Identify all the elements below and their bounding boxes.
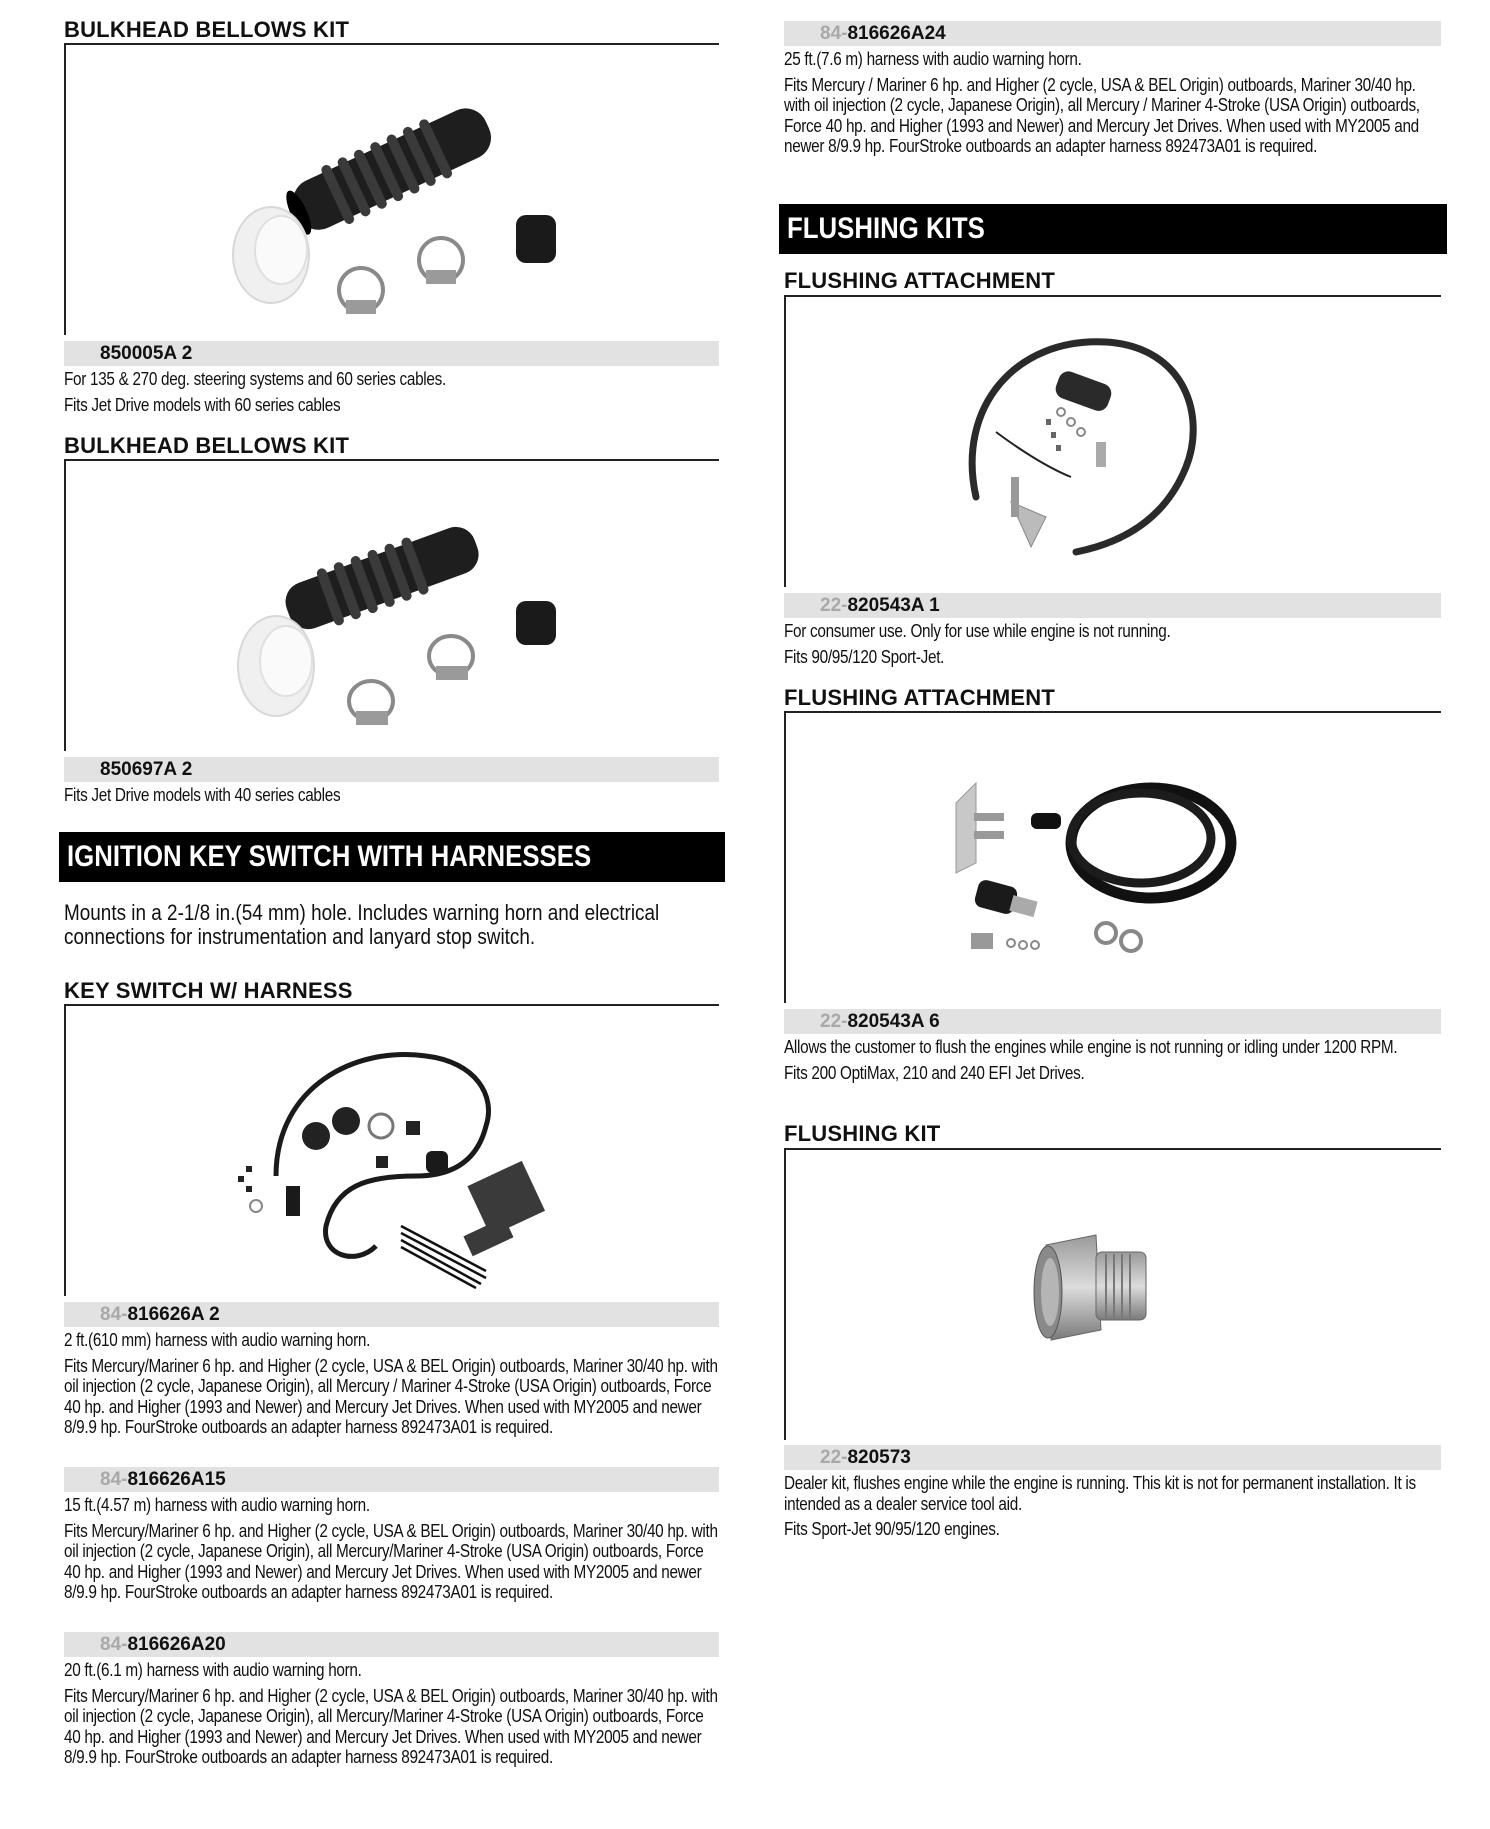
fitment-line: Fits Mercury / Mariner 6 hp. and Higher (2 cycle, USA & BEL Origin) outboards, Mariner 30/40 hp. with oil injection (2 cycle, Japanese Origin), all Mercury / Mariner 4-Stroke (USA Origin) outboards, Force 40 hp. and Higher (1993 and Newer) and Mercury Jet Drives. When used with MY2005 and newer 8/9.9 hp. FourStroke outboards an adapter harness 892473A01 is required. — [784, 74, 1420, 156]
description-line: 25 ft.(7.6 m) harness with audio warning horn. — [784, 49, 1082, 69]
product-title: BULKHEAD BELLOWS KIT — [64, 17, 350, 42]
product-title: FLUSHING ATTACHMENT — [784, 685, 1056, 710]
bulkhead-bellows-image-icon — [226, 506, 556, 736]
flushing-attachment-image-icon — [946, 773, 1276, 963]
part-description — [784, 621, 1441, 667]
fitment-line: Fits 200 OptiMax, 210 and 240 EFI Jet Drives. — [784, 1062, 1085, 1083]
product-title: KEY SWITCH W/ HARNESS — [64, 978, 353, 1003]
part-description — [64, 785, 719, 806]
product-image-bulkhead-bellows-kit — [64, 459, 719, 751]
product-image-flushing-kit — [784, 1148, 1441, 1440]
bulkhead-bellows-image-icon — [226, 100, 556, 320]
product-image-flushing-attachment — [784, 295, 1441, 587]
description-line: 15 ft.(4.57 m) harness with audio warning horn. — [64, 1495, 370, 1515]
part-prefix: 84- — [100, 1634, 128, 1655]
part-number: 850697A 2 — [100, 759, 193, 780]
fitment-line: Fits 90/95/120 Sport-Jet. — [784, 646, 945, 667]
part-number-bar — [64, 1302, 719, 1327]
product-image-flushing-attachment — [784, 711, 1441, 1003]
part-number: 816626A24 — [847, 23, 946, 44]
part-prefix: 84- — [100, 1304, 128, 1325]
part-number: 820543A 1 — [847, 595, 940, 616]
fitment-line: Fits Sport-Jet 90/95/120 engines. — [784, 1519, 1000, 1539]
flushing-kit-fitting-image-icon — [1026, 1230, 1166, 1350]
fitment-line: Fits Jet Drive models with 40 series cables — [64, 785, 341, 805]
product-title: BULKHEAD BELLOWS KIT — [64, 433, 350, 458]
description-line: For 135 & 270 deg. steering systems and 60 series cables. — [64, 369, 446, 389]
part-description — [784, 1037, 1441, 1083]
section-intro-text: Mounts in a 2-1/8 in.(54 mm) hole. Includes warning horn and electrical connections for instrumentation and lanyard stop switch. — [64, 900, 660, 949]
part-description — [784, 1473, 1441, 1540]
section-banner-title: IGNITION KEY SWITCH WITH HARNESSES — [67, 840, 592, 873]
flushing-attachment-image-icon — [956, 327, 1256, 567]
part-prefix: 22- — [820, 1011, 848, 1032]
part-number-bar — [784, 1009, 1441, 1034]
section-banner-title: FLUSHING KITS — [787, 212, 985, 245]
fitment-line: Fits Mercury/Mariner 6 hp. and Higher (2 cycle, USA & BEL Origin) outboards, Mariner 30/40 hp. with oil injection (2 cycle, Japanese Origin), all Mercury/Mariner 4-Stroke (USA Origin) outboards, Force 40 hp. and Higher (1993 and Newer) and Mercury Jet Drives. When used with MY2005 and newer 8/9.9 hp. FourStroke outboards an adapter harness 892473A01 is required. — [64, 1685, 718, 1767]
section-banner-flushing-kits — [779, 204, 1447, 254]
part-description — [64, 1330, 719, 1438]
description-line: 20 ft.(6.1 m) harness with audio warning horn. — [64, 1660, 362, 1680]
section-intro — [64, 901, 719, 949]
part-description — [784, 49, 1441, 157]
fitment-line: Fits Mercury/Mariner 6 hp. and Higher (2 cycle, USA & BEL Origin) outboards, Mariner 30/40 hp. with oil injection (2 cycle, Japanese Origin), all Mercury/Mariner 4-Stroke (USA Origin) outboards, Force 40 hp. and Higher (1993 and Newer) and Mercury Jet Drives. When used with MY2005 and newer 8/9.9 hp. FourStroke outboards an adapter harness 892473A01 is required. — [64, 1520, 718, 1602]
part-number: 816626A20 — [127, 1634, 226, 1655]
part-number: 850005A 2 — [100, 343, 193, 364]
description-line: Allows the customer to flush the engines while engine is not running or idling under 1200 RPM. — [784, 1037, 1398, 1057]
product-title: FLUSHING KIT — [784, 1121, 941, 1146]
key-switch-harness-image-icon — [216, 1026, 586, 1296]
part-number: 816626A 2 — [127, 1304, 220, 1325]
part-description — [64, 369, 719, 415]
part-number-bar — [64, 1632, 719, 1657]
part-prefix: 22- — [820, 1447, 848, 1468]
part-description — [64, 1660, 719, 1768]
part-prefix: 22- — [820, 595, 848, 616]
part-number-bar — [64, 757, 719, 782]
part-number: 820543A 6 — [847, 1011, 940, 1032]
part-description — [64, 1495, 719, 1603]
fitment-line: Fits Mercury/Mariner 6 hp. and Higher (2 cycle, USA & BEL Origin) outboards, Mariner 30/40 hp. with oil injection (2 cycle, Japanese Origin), all Mercury / Mariner 4-Stroke (USA Origin) outboards, Force 40 hp. and Higher (1993 and Newer) and Mercury Jet Drives. When used with MY2005 and newer 8/9.9 hp. FourStroke outboards an adapter harness 892473A01 is required. — [64, 1355, 718, 1437]
part-number-bar — [784, 21, 1441, 46]
part-prefix: 84- — [820, 23, 848, 44]
product-title: FLUSHING ATTACHMENT — [784, 268, 1056, 293]
part-number: 820573 — [847, 1447, 911, 1468]
description-line: Dealer kit, flushes engine while the engine is running. This kit is not for permanent installation. It is intended as a dealer service tool aid. — [784, 1473, 1416, 1514]
part-prefix: 84- — [100, 1469, 128, 1490]
product-image-key-switch-harness — [64, 1004, 719, 1296]
part-number-bar — [784, 1445, 1441, 1470]
description-line: 2 ft.(610 mm) harness with audio warning horn. — [64, 1330, 371, 1350]
part-number: 816626A15 — [127, 1469, 226, 1490]
part-number-bar — [784, 593, 1441, 618]
product-image-bulkhead-bellows-kit — [64, 43, 719, 335]
section-banner-ignition — [59, 832, 725, 882]
description-line: For consumer use. Only for use while engine is not running. — [784, 621, 1171, 641]
part-number-bar — [64, 1467, 719, 1492]
fitment-line: Fits Jet Drive models with 60 series cables — [64, 394, 341, 415]
part-number-bar — [64, 341, 719, 366]
